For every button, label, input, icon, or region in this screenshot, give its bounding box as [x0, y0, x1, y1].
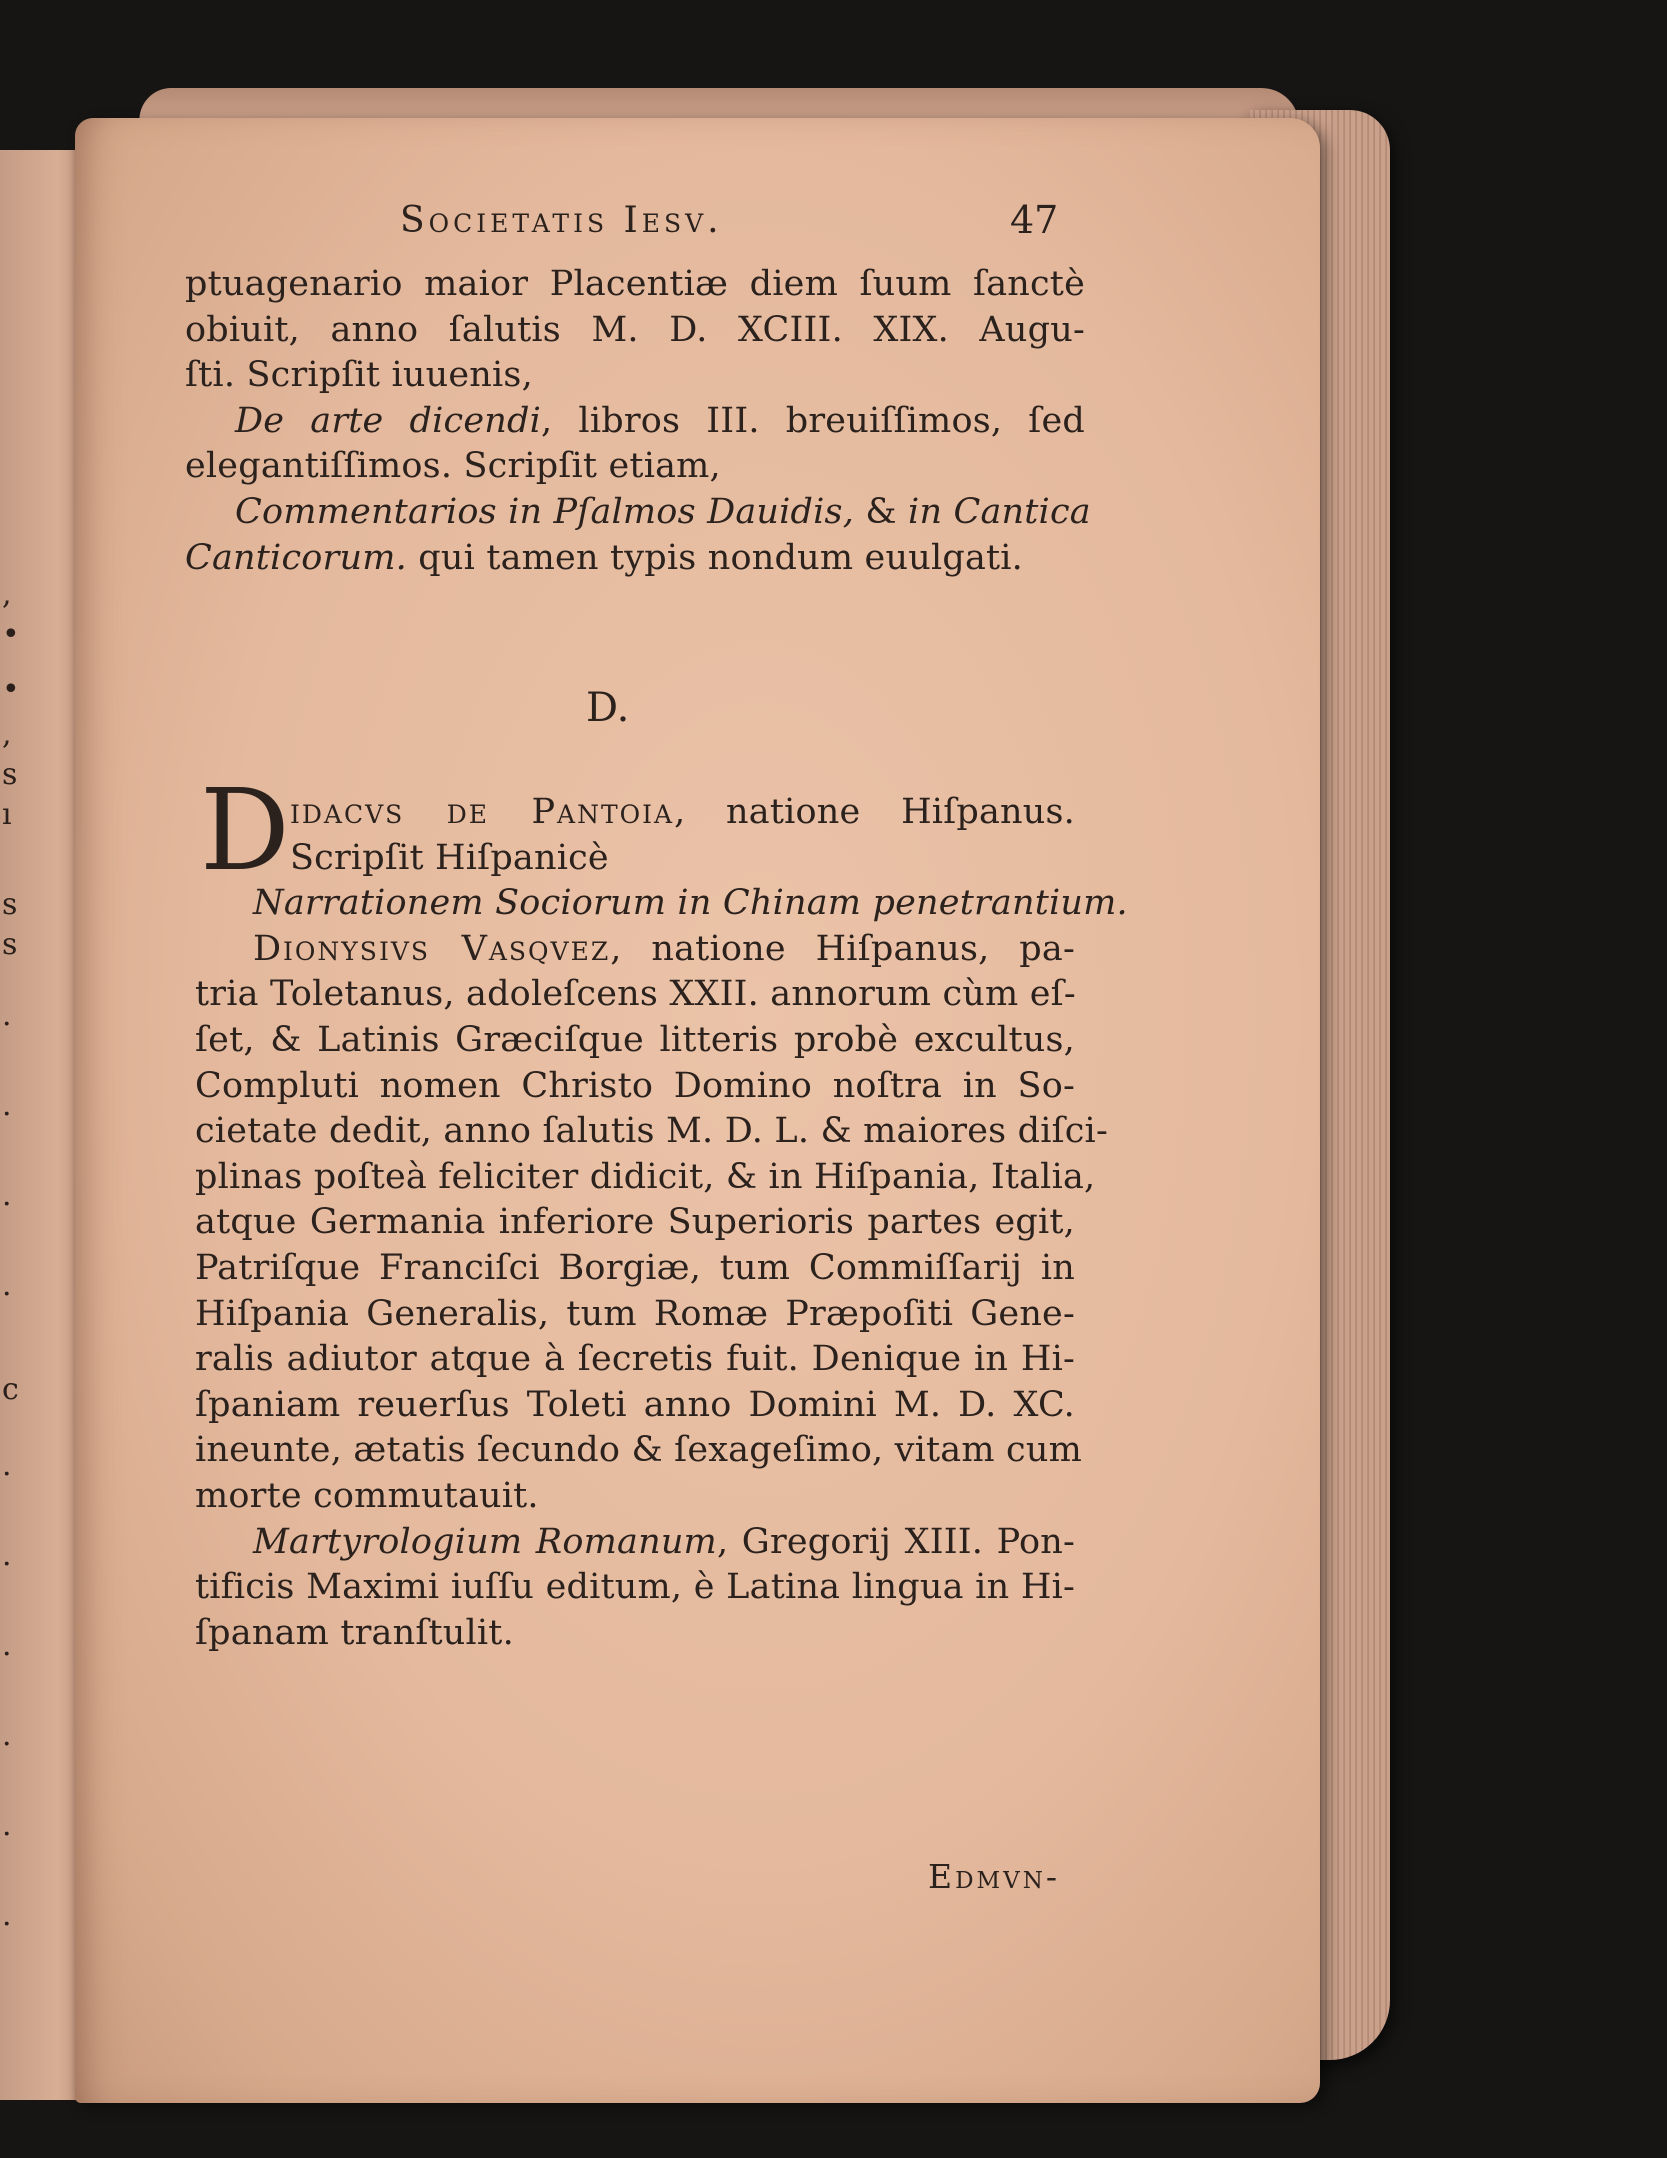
- work-title: Commentarios in Pſalmos Dauidis,: [235, 491, 855, 532]
- facing-page-mark: •: [2, 617, 20, 652]
- text-line: [195, 1520, 1075, 1566]
- text-run: &: [854, 491, 909, 532]
- text-line: ralis adiutor atque à ſecretis fuit. Denique in Hi-: [195, 1339, 1075, 1380]
- text-line: [185, 399, 1085, 445]
- text-run: , Gregorij XIII. Pon-: [716, 1521, 1075, 1562]
- work-title: Narrationem Sociorum in Chinam penetrantium.: [253, 883, 1128, 924]
- section-letter: D.: [586, 685, 630, 731]
- text-line: Patriſque Franciſci Borgiæ, tum Commiſſarij in: [195, 1247, 1075, 1288]
- facing-page-mark: ·: [2, 1187, 12, 1222]
- facing-page-mark: ·: [2, 1727, 12, 1762]
- facing-page-mark: ·: [2, 1817, 12, 1852]
- text-line: Hiſpania Generalis, tum Romæ Præpoſiti Gene-: [195, 1293, 1075, 1334]
- catchword: Edmvn-: [928, 1857, 1060, 1896]
- facing-page-mark: ·: [2, 1637, 12, 1672]
- running-head: Societatis Iesv.: [400, 200, 723, 241]
- facing-page-mark: ,: [2, 717, 12, 752]
- text-run: , natione Hiſpanus, pa-: [610, 928, 1075, 969]
- work-title: Canticorum.: [185, 537, 407, 578]
- text-line: ptuagenario maior Placentiæ diem ſuum ſanctè: [185, 264, 1085, 304]
- facing-page-mark: s: [2, 757, 18, 792]
- text-run: qui tamen typis nondum euulgati.: [406, 537, 1023, 578]
- facing-page-mark: ,: [2, 577, 12, 612]
- author-name: Dionysivs Vasqvez: [253, 928, 611, 969]
- text-line: [185, 490, 1091, 536]
- work-title: in Cantica: [908, 491, 1091, 532]
- text-line: tificis Maximi iuſſu editum, è Latina lingua in Hi-: [195, 1567, 1075, 1608]
- facing-page-mark: ·: [2, 1457, 12, 1492]
- text-line: obiuit, anno ſalutis M. D. XCIII. XIX. Augu-: [185, 309, 1085, 350]
- facing-page-mark: •: [2, 672, 20, 707]
- facing-page-mark: ·: [2, 1277, 12, 1312]
- text-line: ſpanam tranſtulit.: [195, 1612, 514, 1653]
- facing-page-mark: ı: [2, 797, 12, 832]
- text-line: atque Germania inferiore Superioris partes egit,: [195, 1202, 1075, 1243]
- text-line: cietate dedit, anno ſalutis M. D. L. & maiores diſci-: [195, 1111, 1108, 1152]
- author-name: idacvs de Pantoia: [290, 792, 675, 832]
- text-line: tria Toletanus, adoleſcens XXII. annorum cùm eſ-: [195, 974, 1076, 1015]
- text-line: Compluti nomen Christo Domino noſtra in So-: [195, 1065, 1075, 1106]
- text-line: morte commutauit.: [195, 1475, 539, 1516]
- text-run: , natione Hiſpanus.: [674, 792, 1075, 832]
- work-title: De arte dicendi: [235, 400, 541, 441]
- drop-cap: D: [200, 766, 290, 896]
- facing-page-mark: ·: [2, 1007, 12, 1042]
- text-line: [195, 790, 1075, 836]
- text-line: ſti. Scripſit iuuenis,: [185, 355, 533, 396]
- text-line: ſpaniam reuerſus Toleti anno Domini M. D. XC.: [195, 1384, 1075, 1425]
- text-line: Scripſit Hiſpanicè: [290, 837, 609, 878]
- facing-page-mark: ·: [2, 1907, 12, 1942]
- work-title: Martyrologium Romanum: [253, 1521, 717, 1562]
- text-line: plinas poſteà feliciter didicit, & in Hiſpania, Italia,: [195, 1156, 1096, 1197]
- section-a-text: [185, 262, 1091, 581]
- text-line: [195, 927, 1075, 973]
- text-run: , libros III. breuiſſimos, ſed: [541, 400, 1085, 441]
- page-number: 47: [1010, 198, 1059, 242]
- text-line: elegantiſſimos. Scripſit etiam,: [185, 446, 721, 487]
- facing-page-mark: s: [2, 887, 18, 922]
- text-line: ineunte, ætatis ſecundo & ſexageſimo, vitam cum: [195, 1430, 1082, 1471]
- facing-page-mark: ·: [2, 1547, 12, 1582]
- facing-page-mark: c: [2, 1372, 19, 1407]
- facing-page-mark: ·: [2, 1097, 12, 1132]
- facing-page-mark: s: [2, 927, 18, 962]
- text-line: ſet, & Latinis Græciſque litteris probè excultus,: [195, 1019, 1075, 1060]
- section-b-text: [195, 790, 1128, 1656]
- text-line: [185, 536, 1085, 582]
